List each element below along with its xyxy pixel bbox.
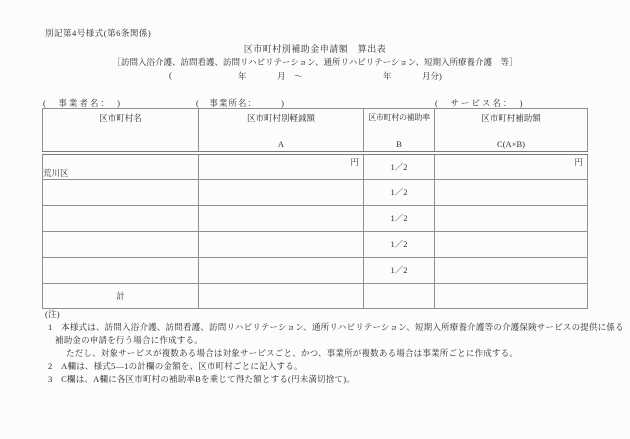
reduction-header-label: 区市町村別軽減額	[246, 113, 315, 123]
field-operator-name: ( 事業者名： )	[43, 98, 122, 108]
table-row	[43, 231, 588, 257]
rate-header-label: 区市町村の補助率	[368, 113, 430, 122]
notes-heading: (注)	[45, 309, 60, 319]
total-reduction-cell	[199, 283, 364, 308]
reduction-amount-cell	[199, 179, 364, 205]
subsidy-calculation-table	[42, 108, 588, 309]
col-header-municipality	[43, 109, 199, 154]
period-year-start-label: 年	[238, 71, 247, 81]
period-line	[0, 70, 630, 82]
reduction-column-code: A	[277, 139, 285, 149]
subsidy-amount-cell	[435, 231, 588, 257]
table-row	[43, 179, 588, 205]
period-month-end-label: 月分)	[422, 71, 442, 81]
subsidy-rate-cell: 1／2	[364, 179, 435, 205]
municipality-cell	[43, 205, 199, 231]
table-row	[43, 257, 588, 283]
col-header-subsidy-rate	[364, 109, 435, 154]
reduction-amount-cell	[199, 257, 364, 283]
subsidy-header-label: 区市町村補助額	[481, 113, 541, 123]
municipality-header-label: 区市町村名	[99, 113, 142, 123]
note-line: 3 C欄は、A欄に各区市町村の補助率Bを乗じて得た額とする(円未満切捨て)。	[48, 374, 355, 384]
subsidy-amount-cell	[435, 205, 588, 231]
note-line: 1 本様式は、訪問入浴介護、訪問看護、訪問リハビリテーション、通所リハビリテーション、短期入所療養介護等の介護保険サービスの提供に係る	[48, 322, 624, 332]
subsidy-rate-cell: 1／2	[364, 257, 435, 283]
subsidy-amount-cell	[435, 153, 588, 179]
subsidy-column-code: C(A×B)	[497, 139, 525, 149]
col-header-reduction-amount	[199, 109, 364, 154]
municipality-cell	[43, 231, 199, 257]
total-subsidy-cell	[435, 283, 588, 308]
period-year-end-label: 年	[383, 71, 392, 81]
subsidy-rate-cell: 1／2	[364, 205, 435, 231]
yen-unit-label: 円	[350, 157, 359, 167]
municipality-cell: 荒川区	[43, 153, 199, 179]
subsidy-rate-cell: 1／2	[364, 231, 435, 257]
page-title: 区市町村別補助金申請額 算出表	[243, 44, 387, 54]
total-rate-cell	[364, 283, 435, 308]
period-open-paren: (	[169, 70, 172, 80]
table-row	[43, 153, 588, 179]
service-scope-subtitle: ［訪問入浴介護、訪問看護、訪問リハビリテーション、通所リハビリテーション、短期入所療養介護 等］	[112, 57, 518, 67]
reduction-amount-cell	[199, 205, 364, 231]
total-label-cell: 計	[43, 283, 199, 308]
municipality-cell	[43, 257, 199, 283]
field-office-name: ( 事業所名： )	[196, 98, 285, 108]
form-number: 別記第4号様式(第6条関係)	[45, 28, 152, 38]
yen-unit-label: 円	[574, 157, 583, 167]
field-service-name: ( サービス名： )	[435, 98, 525, 108]
table-header-row	[43, 109, 588, 154]
note-line: ただし、対象サービスが複数ある場合は対象サービスごと、かつ、事業所が複数ある場合は事業所ごとに作成する。	[66, 348, 519, 358]
table-row	[43, 205, 588, 231]
table-total-row	[43, 283, 588, 308]
col-header-subsidy-amount	[435, 109, 588, 154]
municipality-cell	[43, 179, 199, 205]
period-month-start-label: 月	[277, 71, 286, 81]
reduction-amount-cell	[199, 153, 364, 179]
note-line: 補助金の申請を行う場合に作成する。	[55, 335, 203, 345]
subsidy-rate-cell: 1／2	[364, 153, 435, 179]
note-line: 2 A欄は、様式5―1の計欄の金額を、区市町村ごとに記入する。	[48, 361, 303, 371]
subsidy-amount-cell	[435, 257, 588, 283]
reduction-amount-cell	[199, 231, 364, 257]
period-tilde: ～	[294, 71, 303, 81]
subsidy-amount-cell	[435, 179, 588, 205]
rate-column-code: B	[396, 139, 402, 149]
